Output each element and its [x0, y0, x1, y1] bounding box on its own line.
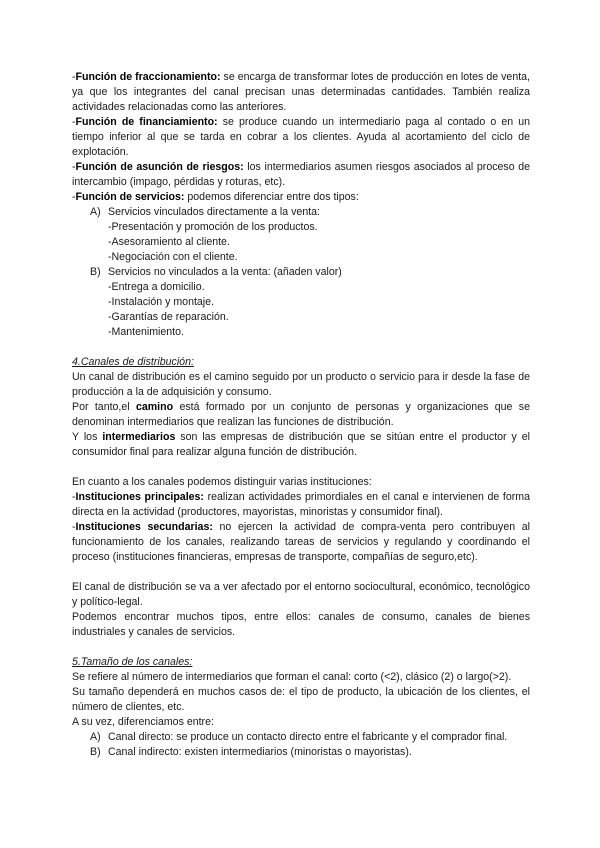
paragraph: Se refiere al número de intermediarios que forman el canal: corto (<2), clásico (2) o largo(>2).	[72, 671, 512, 683]
spacer	[72, 340, 530, 355]
list-item: -Mantenimiento.	[108, 326, 184, 338]
canal-indirecto: B) Canal indirecto: existen intermediarios (minoristas o mayoristas).	[90, 746, 412, 758]
list-item: -Garantías de reparación.	[108, 311, 229, 323]
canal-directo: A) Canal directo: se produce un contacto directo entre el fabricante y el comprador final.	[90, 731, 508, 743]
list-item: -Instalación y montaje.	[108, 296, 214, 308]
spacer	[72, 640, 530, 655]
paragraph: A su vez, diferenciamos entre:	[72, 716, 214, 728]
list-item: -Presentación y promoción de los productos.	[108, 221, 318, 233]
section-5-heading: 5.Tamaño de los canales:	[72, 656, 193, 668]
document-page	[72, 70, 530, 760]
func-fraccionamiento: -Función de fraccionamiento: se encarga de transformar lotes de producción en lotes de venta, ya que los integrantes del canal precisan unas determinadas cantidades. También realiza actividades relacionadas como las anteriores.	[72, 71, 530, 113]
paragraph: Su tamaño dependerá en muchos casos de: el tipo de producto, la ubicación de los clientes, el número de clientes, etc.	[72, 686, 530, 713]
spacer	[72, 565, 530, 580]
paragraph: Y los intermediarios son las empresas de distribución que se sitúan entre el productor y el consumidor final para realizar alguna función de distribución.	[72, 431, 530, 458]
paragraph: Un canal de distribución es el camino seguido por un producto o servicio para ir desde la fase de producción a la de adquisición y consumo.	[72, 371, 530, 398]
inst-principales: -Instituciones principales: realizan actividades primordiales en el canal e intervienen de forma directa en la actividad (productores, mayoristas, minoristas y consumidor final).	[72, 491, 530, 518]
servicios-a: A) Servicios vinculados directamente a la venta:	[90, 206, 320, 218]
paragraph: Podemos encontrar muchos tipos, entre ellos: canales de consumo, canales de bienes industriales y canales de servicios.	[72, 611, 530, 638]
paragraph: Por tanto,el camino está formado por un conjunto de personas y organizaciones que se denominan intermediarios que realizan las funciones de distribución.	[72, 401, 530, 428]
list-item: -Negociación con el cliente.	[108, 251, 238, 263]
paragraph: El canal de distribución se va a ver afectado por el entorno sociocultural, económico, tecnológico y político-legal.	[72, 581, 530, 608]
spacer	[72, 460, 530, 475]
paragraph: En cuanto a los canales podemos distinguir varias instituciones:	[72, 476, 372, 488]
inst-secundarias: -Instituciones secundarias: no ejercen la actividad de compra-venta pero contribuyen al funcionamiento de los canales, realizando tareas de servicios y regulando y coordinando el proceso (instituciones financieras, empresas de transporte, compañías de seguro,etc).	[72, 521, 531, 563]
func-financiamiento: -Función de financiamiento: se produce cuando un intermediario paga al contado o en un tiempo inferior al que se tarda en cobrar a los clientes. Ayuda al acortamiento del ciclo de explotación.	[72, 116, 530, 158]
section-4-heading: 4.Canales de distribución:	[72, 356, 194, 368]
list-item: -Entrega a domicilio.	[108, 281, 205, 293]
func-servicios: -Función de servicios: podemos diferenciar entre dos tipos:	[72, 191, 359, 203]
func-riesgos: -Función de asunción de riesgos: los intermediarios asumen riesgos asociados al proceso de intercambio (impago, pérdidas y roturas, etc).	[72, 161, 530, 188]
list-item: -Asesoramiento al cliente.	[108, 236, 230, 248]
servicios-b: B) Servicios no vinculados a la venta: (añaden valor)	[90, 266, 342, 278]
